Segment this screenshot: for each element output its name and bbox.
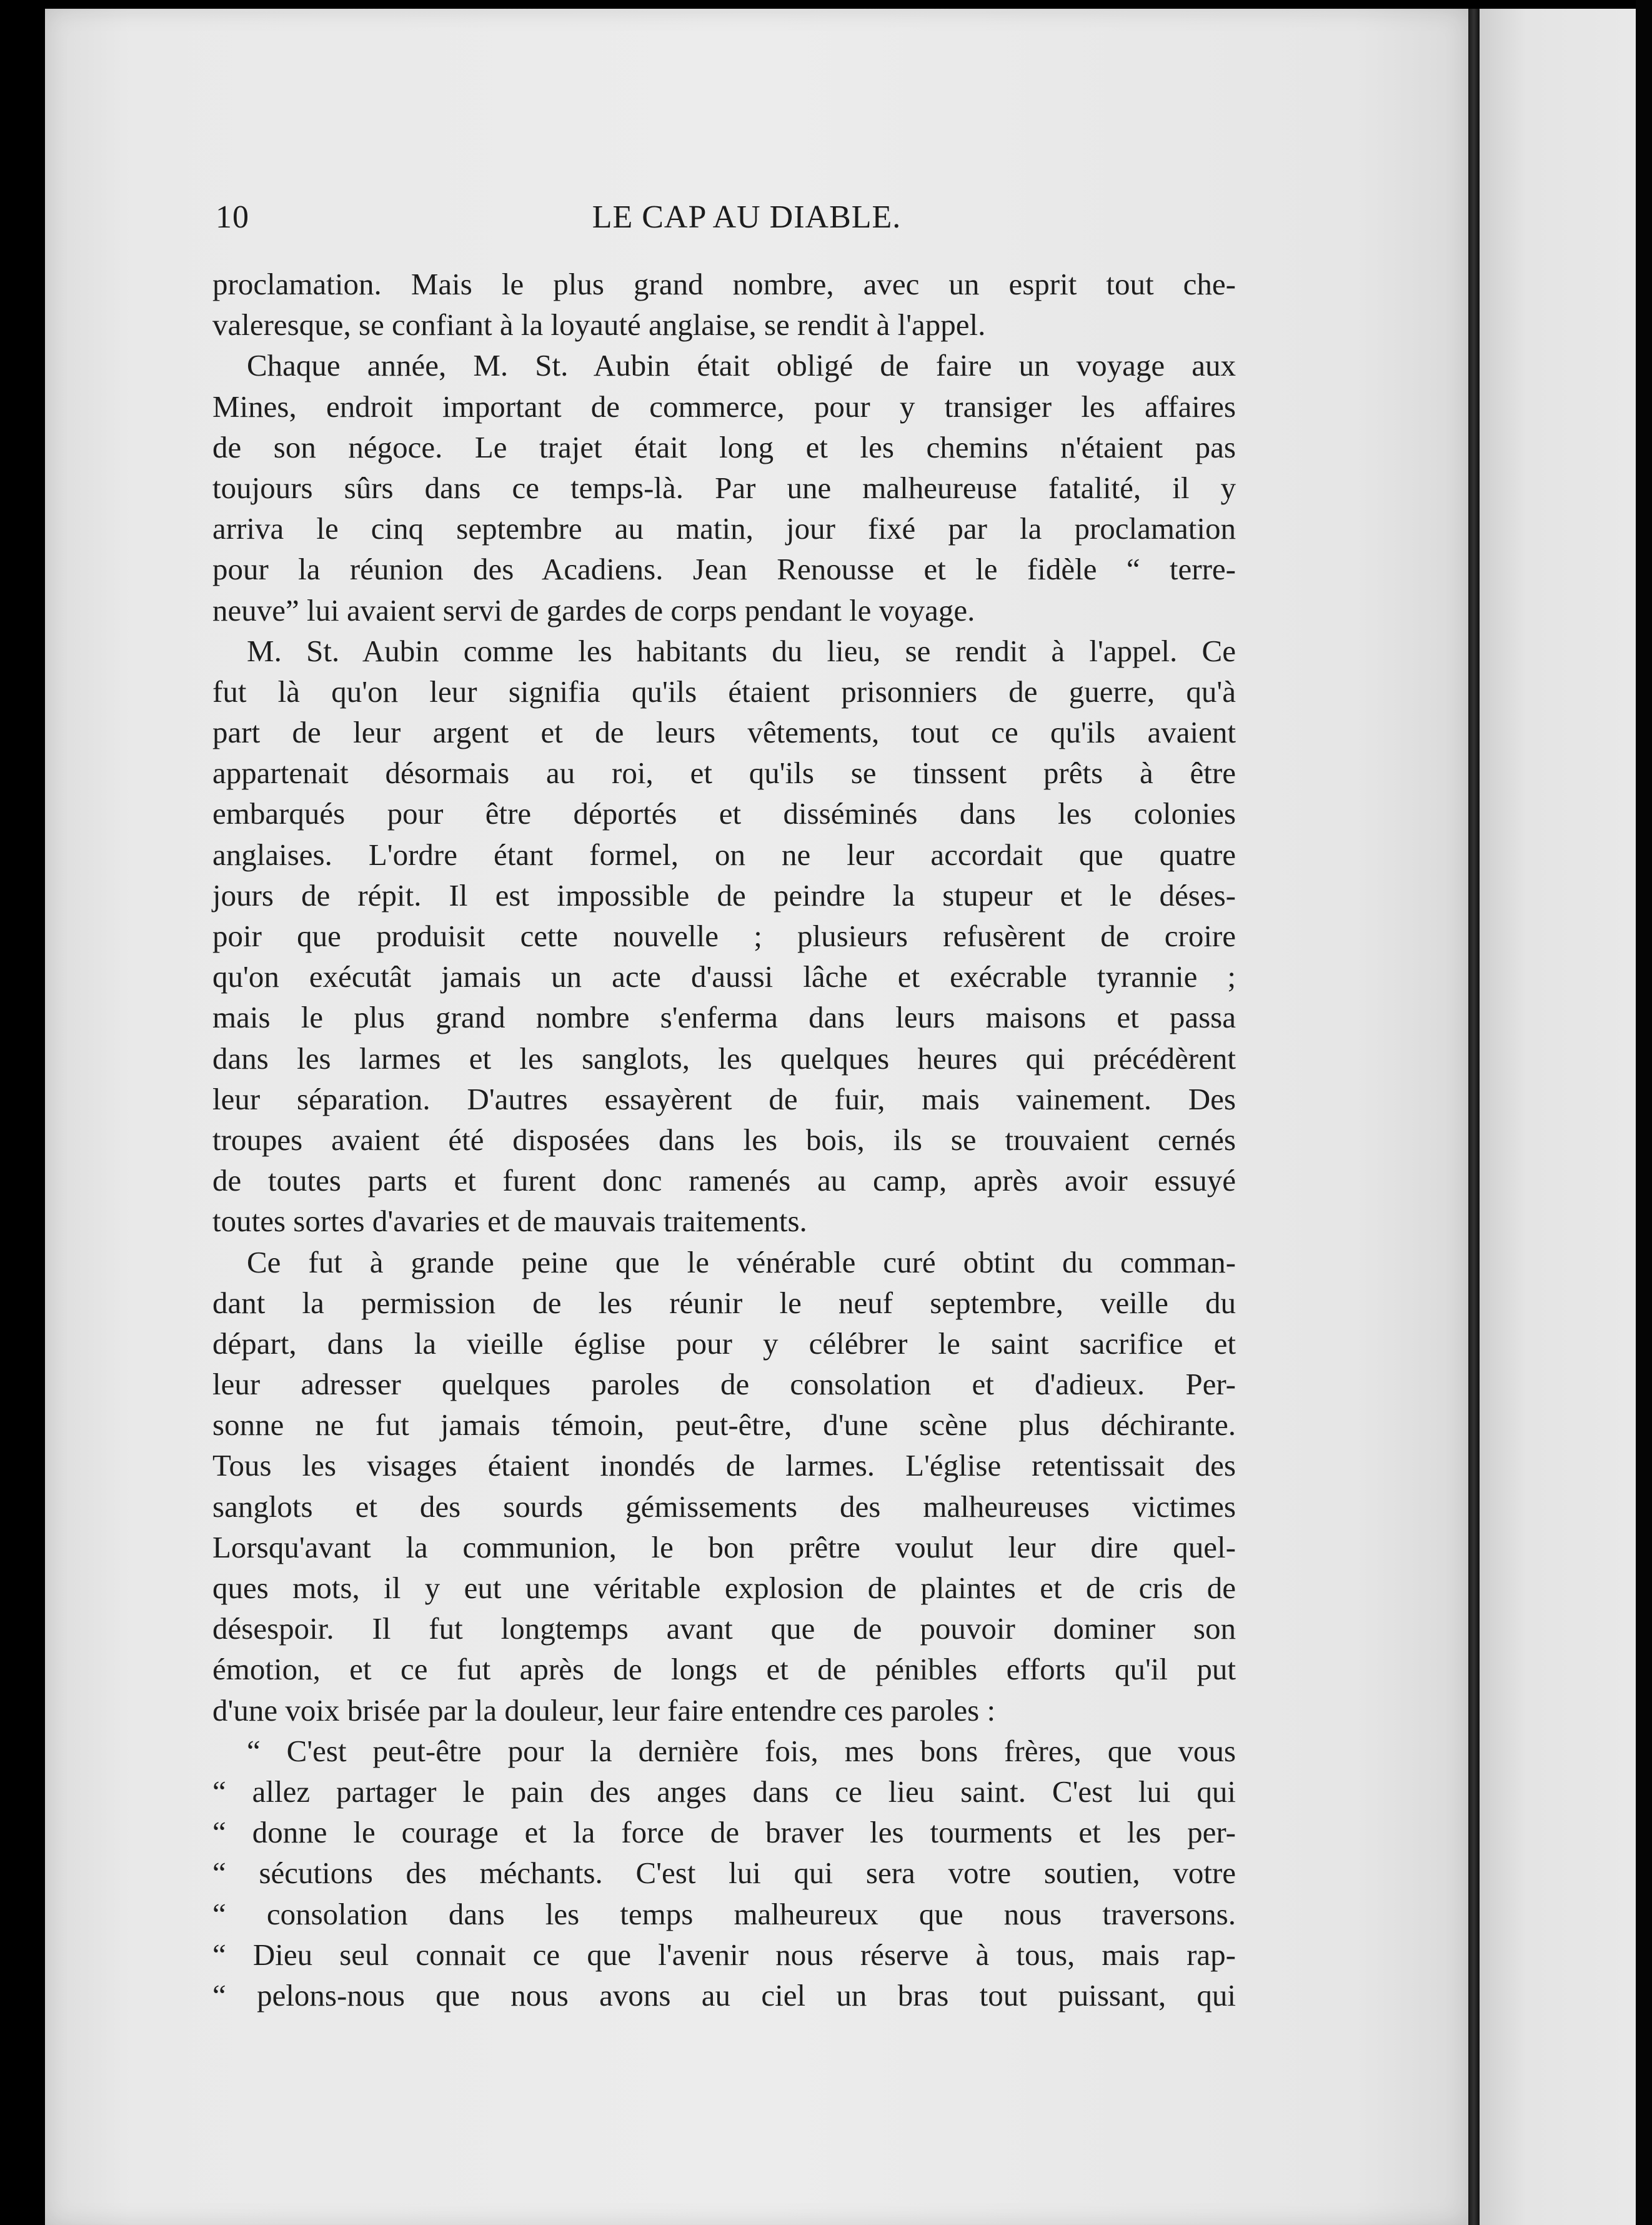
text-line: leur séparation. D'autres essayèrent de fuir, mais vainement. Des	[212, 1081, 1236, 1116]
text-line: dant la permission de les réunir le neuf septembre, veille du	[212, 1285, 1236, 1320]
text-line: Ce fut à grande peine que le vénérable curé obtint du comman-	[247, 1244, 1236, 1279]
text-line: ques mots, il y eut une véritable explosion de plaintes et de cris de	[212, 1571, 1236, 1605]
text-line: sanglots et des sourds gémissements des malheureuses victimes	[212, 1489, 1236, 1524]
text-line: de toutes parts et furent donc ramenés au camp, après avoir essuyé	[212, 1163, 1236, 1198]
text-line: Chaque année, M. St. Aubin était obligé de faire un voyage aux	[247, 348, 1236, 383]
text-line: leur adresser quelques paroles de consolation et d'adieux. Per-	[212, 1367, 1236, 1402]
text-line: anglaises. L'ordre étant formel, on ne leur accordait que quatre	[212, 837, 1236, 872]
text-line: part de leur argent et de leurs vêtements, tout ce qu'ils avaient	[212, 715, 1236, 750]
text-line: “ donne le courage et la force de braver les tourments et les per-	[212, 1815, 1236, 1850]
body-text	[212, 264, 1236, 2016]
text-line: départ, dans la vieille église pour y célébrer le saint sacrifice et	[212, 1326, 1236, 1361]
text-line: Lorsqu'avant la communion, le bon prêtre voulut leur dire quel-	[212, 1529, 1236, 1564]
text-line: toutes sortes d'avaries et de mauvais traitements.	[212, 1204, 807, 1239]
text-line: de son négoce. Le trajet était long et les chemins n'étaient pas	[212, 429, 1236, 464]
text-line: Mines, endroit important de commerce, pour y transiger les affaires	[212, 389, 1236, 424]
text-line: émotion, et ce fut après de longs et de pénibles efforts qu'il put	[212, 1652, 1236, 1687]
book-title: LE CAP AU DIABLE.	[592, 199, 902, 235]
text-line: appartenait désormais au roi, et qu'ils se tinssent prêts à être	[212, 756, 1236, 791]
text-line: “ consolation dans les temps malheureux que nous traversons.	[212, 1896, 1236, 1931]
text-line: toujours sûrs dans ce temps-là. Par une malheureuse fatalité, il y	[212, 470, 1236, 505]
page-gutter	[1468, 9, 1480, 2225]
text-line: sonne ne fut jamais témoin, peut-être, d'une scène plus déchirante.	[212, 1408, 1236, 1442]
text-line: “ allez partager le pain des anges dans ce lieu saint. C'est lui qui	[212, 1774, 1236, 1809]
text-line: mais le plus grand nombre s'enferma dans leurs maisons et passa	[212, 1000, 1236, 1035]
text-line: d'une voix brisée par la douleur, leur faire entendre ces paroles :	[212, 1692, 996, 1728]
running-head	[216, 199, 1253, 249]
text-line: jours de répit. Il est impossible de peindre la stupeur et le déses-	[212, 878, 1236, 912]
text-line: pour la réunion des Acadiens. Jean Renousse et le fidèle “ terre-	[212, 552, 1236, 587]
text-line: embarqués pour être déportés et disséminés dans les colonies	[212, 796, 1236, 831]
text-line: Tous les visages étaient inondés de larmes. L'église retentissait des	[212, 1448, 1236, 1483]
text-line: qu'on exécutât jamais un acte d'aussi lâche et exécrable tyrannie ;	[212, 959, 1236, 994]
text-line: fut là qu'on leur signifia qu'ils étaient prisonniers de guerre, qu'à	[212, 674, 1236, 709]
scan-border	[1636, 0, 1652, 2225]
text-line: dans les larmes et les sanglots, les quelques heures qui précédèrent	[212, 1041, 1236, 1076]
text-line: poir que produisit cette nouvelle ; plusieurs refusèrent de croire	[212, 919, 1236, 953]
facing-page-edge	[1480, 9, 1636, 2225]
text-line: neuve” lui avaient servi de gardes de corps pendant le voyage.	[212, 592, 975, 628]
text-line: “ C'est peut-être pour la dernière fois, mes bons frères, que vous	[247, 1733, 1236, 1768]
text-line: désespoir. Il fut longtemps avant que de pouvoir dominer son	[212, 1611, 1236, 1646]
text-line: valeresque, se confiant à la loyauté anglaise, se rendit à l'appel.	[212, 308, 986, 342]
text-line: “ Dieu seul connait ce que l'avenir nous réserve à tous, mais rap-	[212, 1937, 1236, 1972]
text-line: M. St. Aubin comme les habitants du lieu, se rendit à l'appel. Ce	[247, 633, 1236, 668]
text-line: troupes avaient été disposées dans les bois, ils se trouvaient cernés	[212, 1122, 1236, 1157]
text-line: “ pelons-nous que nous avons au ciel un bras tout puissant, qui	[212, 1978, 1236, 2012]
text-line: proclamation. Mais le plus grand nombre, avec un esprit tout che-	[212, 267, 1236, 301]
text-line: arriva le cinq septembre au matin, jour fixé par la proclamation	[212, 511, 1236, 546]
text-line: “ sécutions des méchants. C'est lui qui sera votre soutien, votre	[212, 1856, 1236, 1891]
page-number: 10	[216, 199, 249, 235]
